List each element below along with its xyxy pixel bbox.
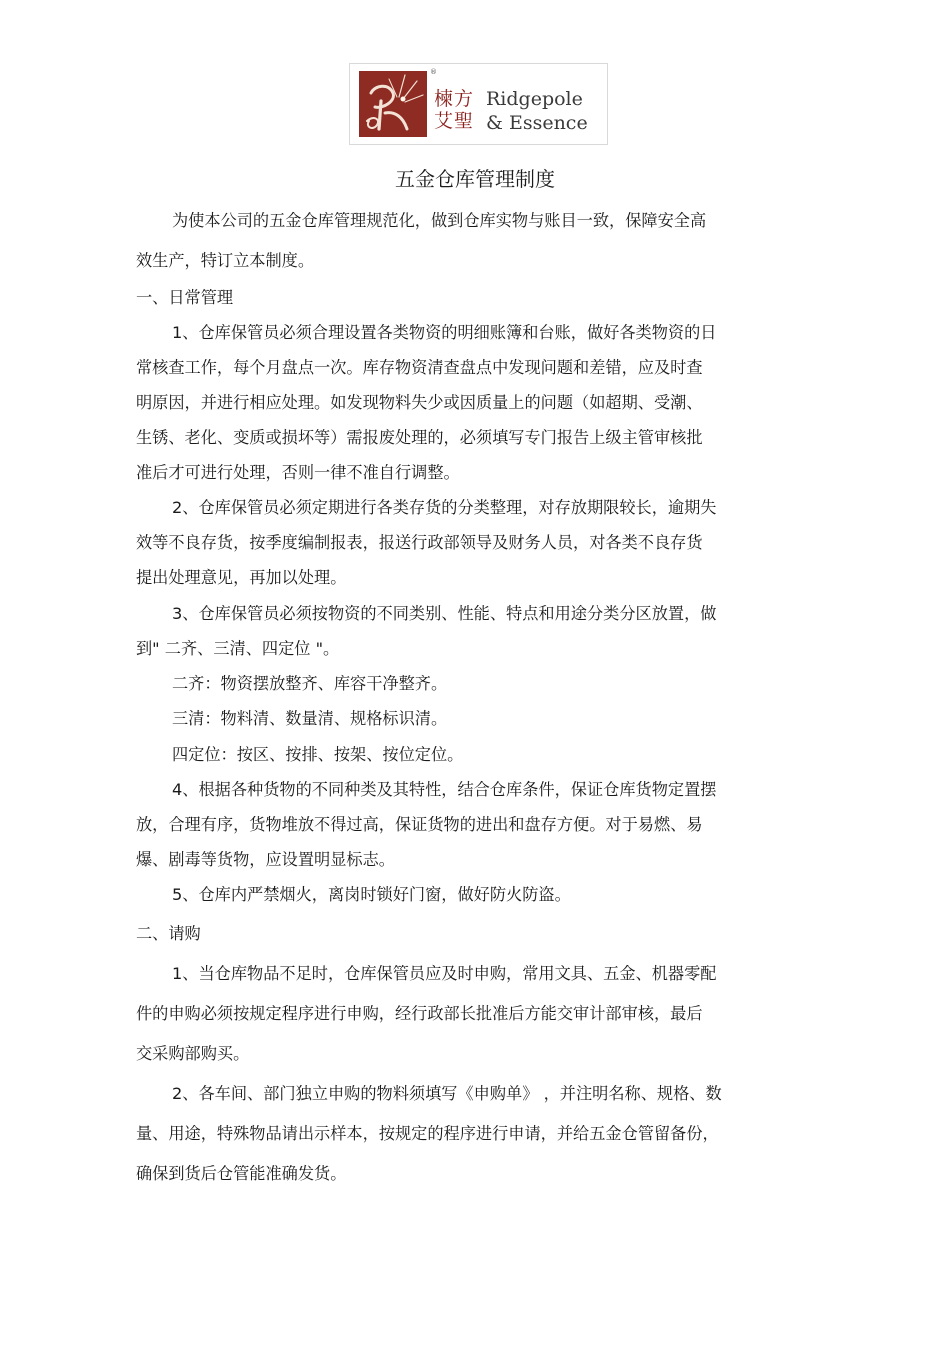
- section-heading-daily-management: 一、日常管理: [136, 288, 234, 307]
- intro-line-1: 为使本公司的五金仓库管理规范化，做到仓库实物与账目一致，保障安全高: [172, 211, 707, 230]
- paragraph-line: 提出处理意见，再加以处理。: [136, 568, 347, 587]
- logo-en-line2: & Essence: [486, 112, 588, 134]
- paragraph-line: 1、仓库保管员必须合理设置各类物资的明细账簿和台账，做好各类物资的日: [172, 323, 717, 342]
- paragraph-line: 效等不良存货，按季度编制报表，报送行政部领导及财务人员，对各类不良存货: [136, 533, 703, 552]
- paragraph-line: 3、仓库保管员必须按物资的不同类别、性能、特点和用途分类分区放置，做: [172, 604, 717, 623]
- logo-emblem: [359, 71, 427, 137]
- logo-chinese-name: [434, 88, 474, 132]
- document-title: 五金仓库管理制度: [395, 167, 555, 191]
- paragraph-line: 爆、剧毒等货物，应设置明显标志。: [136, 850, 395, 869]
- registered-mark: ®: [430, 68, 437, 76]
- list-item: 三清：物料清、数量清、规格标识清。: [172, 709, 448, 728]
- paragraph-line: 生锈、老化、变质或损坏等）需报废处理的，必须填写专门报告上级主管审核批: [136, 428, 703, 447]
- paragraph-line: 常核查工作，每个月盘点一次。库存物资清查盘点中发现问题和差错，应及时查: [136, 358, 703, 377]
- paragraph-line: 明原因，并进行相应处理。如发现物料失少或因质量上的问题（如超期、受潮、: [136, 393, 703, 412]
- logo-cn-line1: 楝方: [434, 88, 475, 110]
- company-logo: [349, 63, 608, 145]
- paragraph-line: 准后才可进行处理，否则一律不准自行调整。: [136, 463, 460, 482]
- paragraph-line: 确保到货后仓管能准确发货。: [136, 1164, 347, 1183]
- paragraph-line: 交采购部购买。: [136, 1044, 250, 1063]
- logo-english-name: [486, 87, 588, 135]
- paragraph-line: 2、仓库保管员必须定期进行各类存货的分类整理，对存放期限较长，逾期失: [172, 498, 717, 517]
- logo-cn-line2: 艾聖: [434, 110, 475, 132]
- paragraph-line: 5、仓库内严禁烟火，离岗时锁好门窗，做好防火防盗。: [172, 885, 571, 904]
- paragraph-line: 到" 二齐、三清、四定位 "。: [136, 639, 340, 658]
- paragraph-line: 放，合理有序，货物堆放不得过高，保证货物的进出和盘存方便。对于易燃、易: [136, 815, 703, 834]
- logo-en-line1: Ridgepole: [486, 88, 583, 110]
- intro-line-2: 效生产，特订立本制度。: [136, 251, 315, 270]
- list-item: 二齐：物资摆放整齐、库容干净整齐。: [172, 674, 448, 693]
- paragraph-line: 2、各车间、部门独立申购的物料须填写《申购单》 ，并注明名称、规格、数: [172, 1084, 722, 1103]
- paragraph-line: 4、根据各种货物的不同种类及其特性，结合仓库条件，保证仓库货物定置摆: [172, 780, 717, 799]
- paragraph-line: 量、用途，特殊物品请出示样本，按规定的程序进行申请，并给五金仓管留备份，: [136, 1124, 719, 1143]
- paragraph-line: 1、当仓库物品不足时，仓库保管员应及时申购，常用文具、五金、机器零配: [172, 964, 717, 983]
- paragraph-line: 件的申购必须按规定程序进行申购，经行政部长批准后方能交审计部审核，最后: [136, 1004, 703, 1023]
- list-item: 四定位：按区、按排、按架、按位定位。: [172, 745, 464, 764]
- section-heading-purchase-request: 二、请购: [136, 924, 201, 943]
